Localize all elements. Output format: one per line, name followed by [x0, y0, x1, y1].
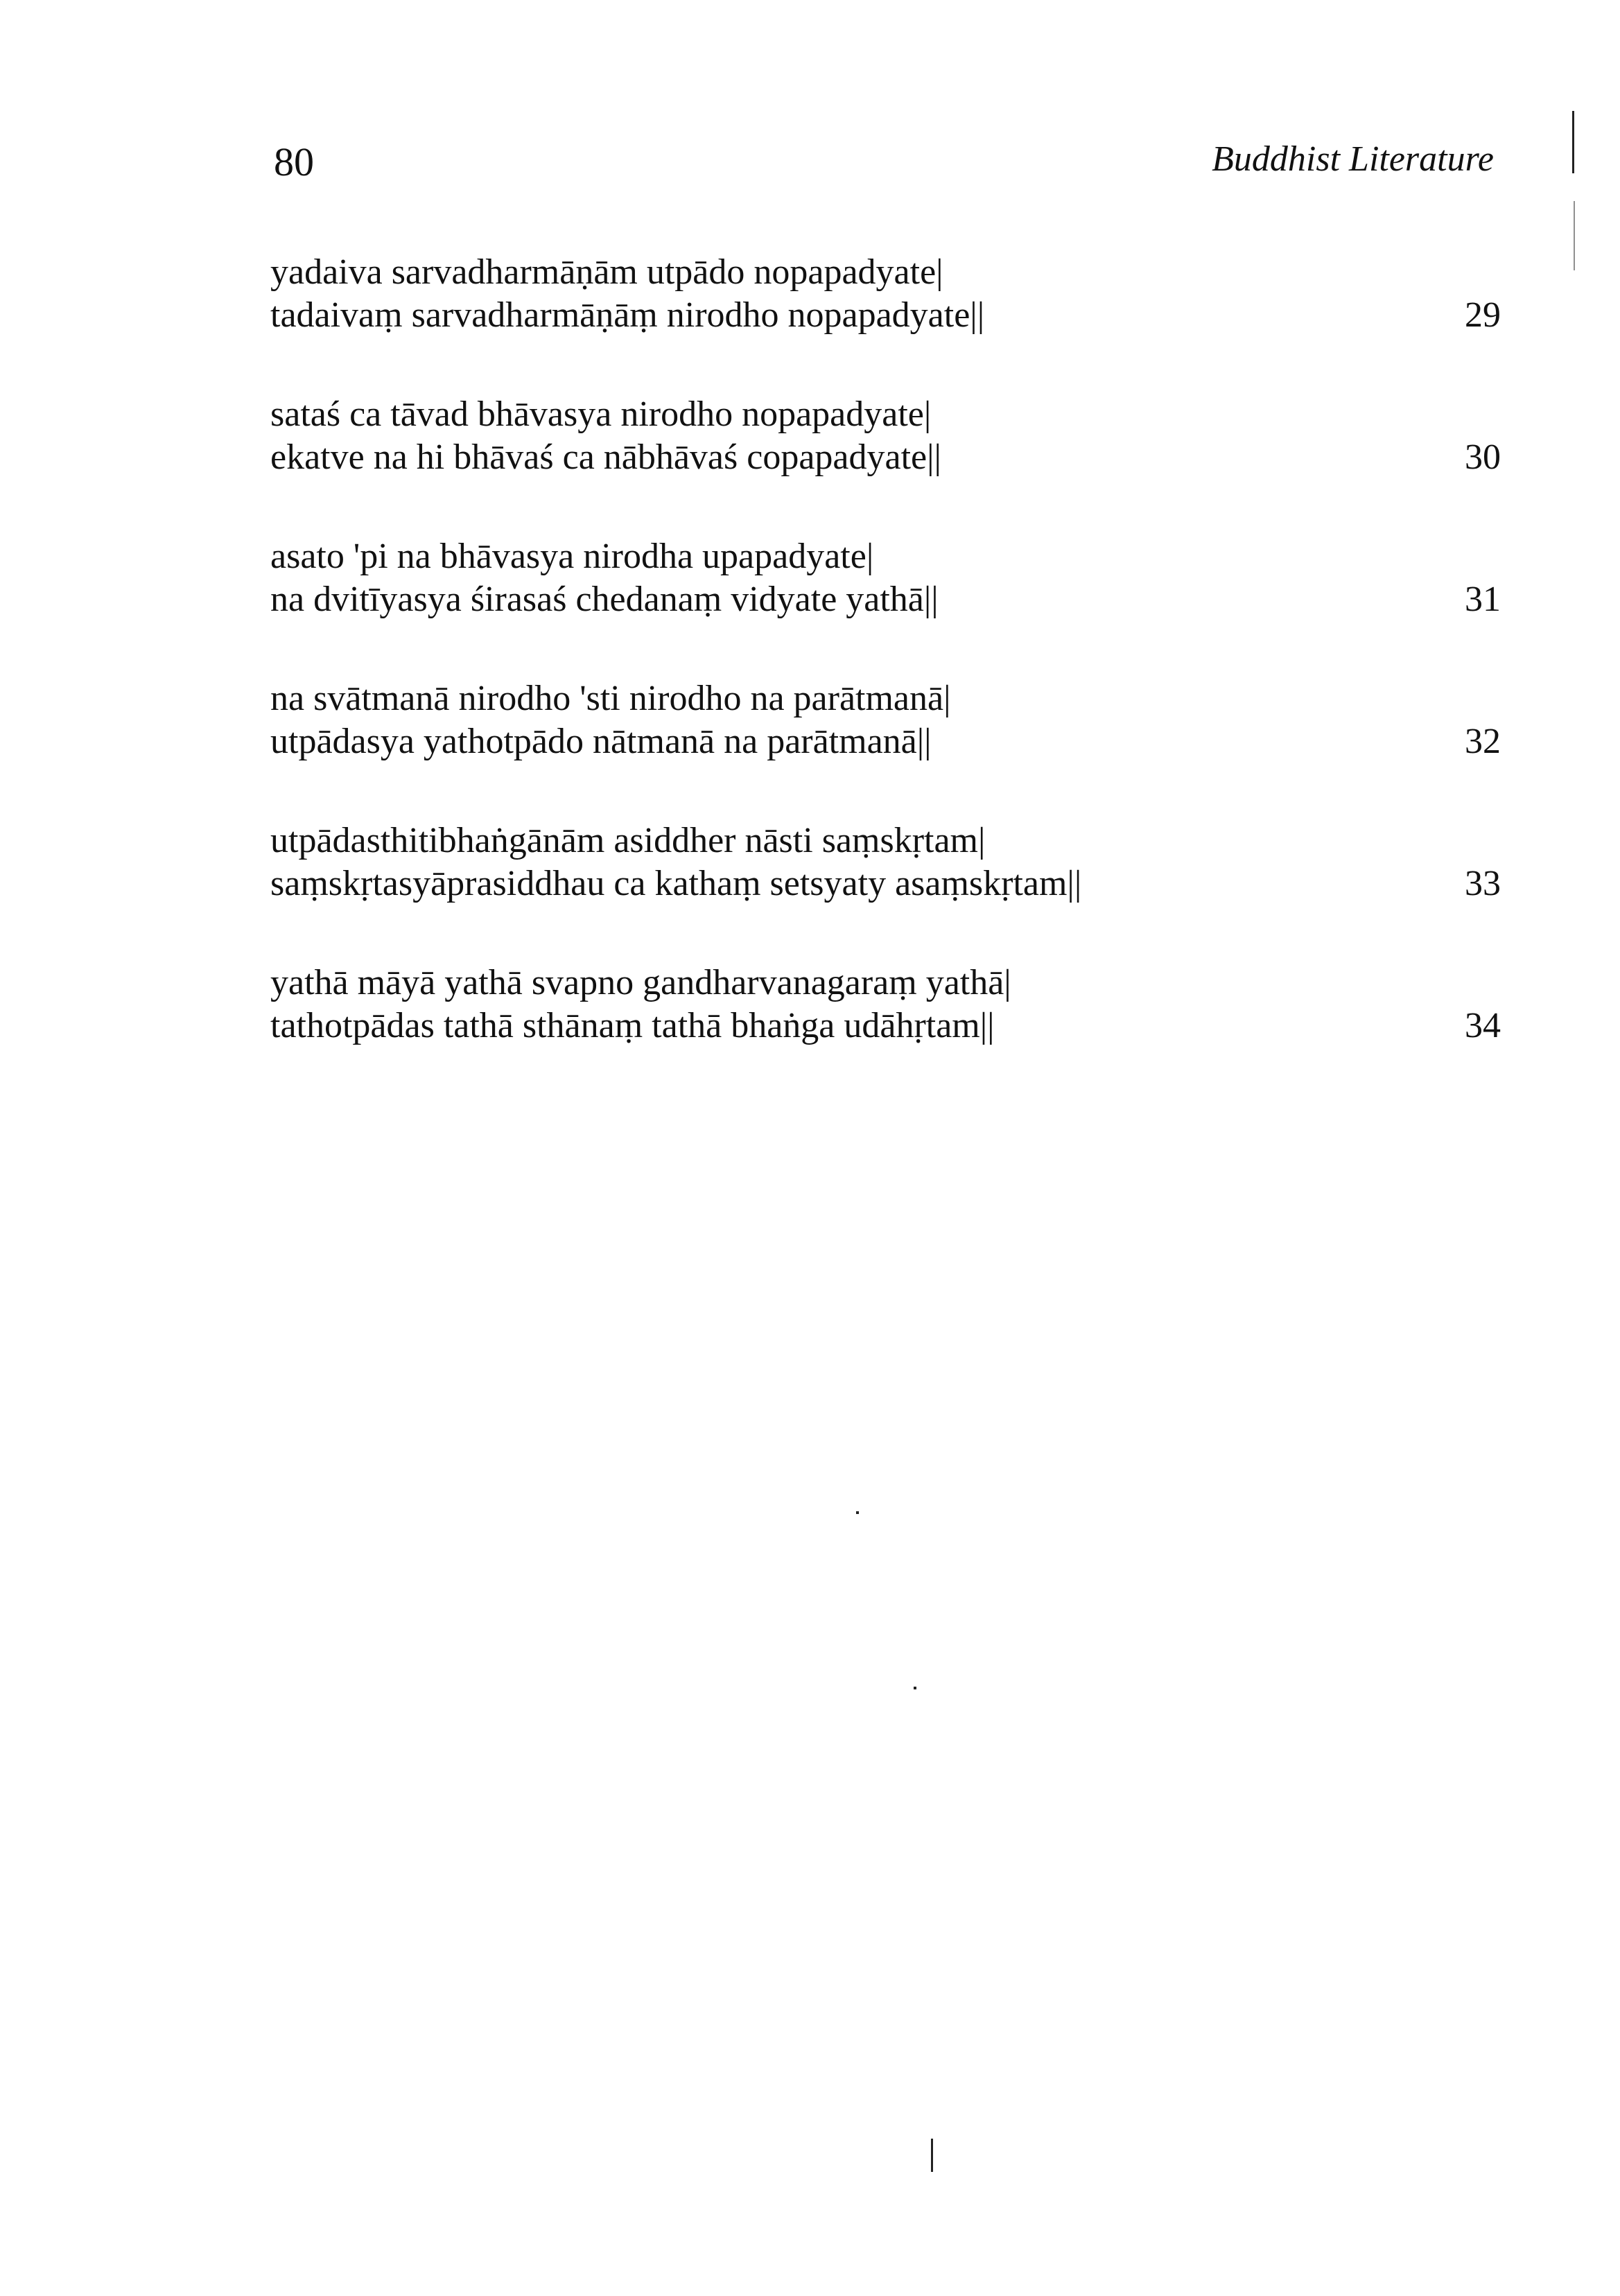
- verse-line: yathā māyā yathā svapno gandharvanagaraṃ yathā|: [270, 963, 1011, 1002]
- verse-line: tathotpādas tathā sthānaṃ tathā bhaṅga udāhṛtam||: [270, 1006, 995, 1045]
- verse-line: sataś ca tāvad bhāvasya nirodho nopapadyate|: [270, 394, 932, 434]
- verse-list: [270, 251, 1501, 1104]
- scan-mark: [856, 1511, 859, 1514]
- verse-line: saṃskṛtasyāprasiddhau ca kathaṃ setsyaty asaṃskṛtam||: [270, 864, 1082, 903]
- verse-line: yadaiva sarvadharmāṇām utpādo nopapadyate|: [270, 252, 943, 292]
- stanza-32: [270, 677, 1501, 819]
- scan-mark: [931, 2139, 933, 2172]
- page-header: [267, 139, 1494, 194]
- scan-mark: [1574, 201, 1575, 270]
- stanza-33: [270, 819, 1501, 962]
- scan-mark: [1572, 111, 1574, 173]
- page-number: 80: [274, 139, 314, 184]
- verse-line: utpādasya yathotpādo nātmanā na parātmanā||: [270, 722, 932, 761]
- scan-mark: [914, 1687, 916, 1689]
- verse-line: asato 'pi na bhāvasya nirodha upapadyate|: [270, 537, 874, 576]
- verse-number: 29: [1465, 295, 1501, 335]
- verse-number: 33: [1465, 864, 1501, 903]
- stanza-34: [270, 962, 1501, 1104]
- verse-number: 34: [1465, 1006, 1501, 1045]
- verse-number: 32: [1465, 722, 1501, 761]
- verse-number: 30: [1465, 437, 1501, 477]
- stanza-30: [270, 393, 1501, 535]
- stanza-31: [270, 535, 1501, 677]
- verse-line: utpādasthitibhaṅgānām asiddher nāsti saṃskṛtam|: [270, 821, 986, 860]
- verse-line: tadaivaṃ sarvadharmāṇāṃ nirodho nopapadyate||: [270, 295, 985, 335]
- verse-line: na svātmanā nirodho 'sti nirodho na parātmanā|: [270, 679, 951, 718]
- running-title: Buddhist Literature: [1212, 139, 1494, 179]
- verse-line: na dvitīyasya śirasaś chedanaṃ vidyate yathā||: [270, 580, 939, 619]
- verse-line: ekatve na hi bhāvaś ca nābhāvaś copapadyate||: [270, 437, 941, 477]
- stanza-29: [270, 251, 1501, 393]
- verse-number: 31: [1465, 580, 1501, 619]
